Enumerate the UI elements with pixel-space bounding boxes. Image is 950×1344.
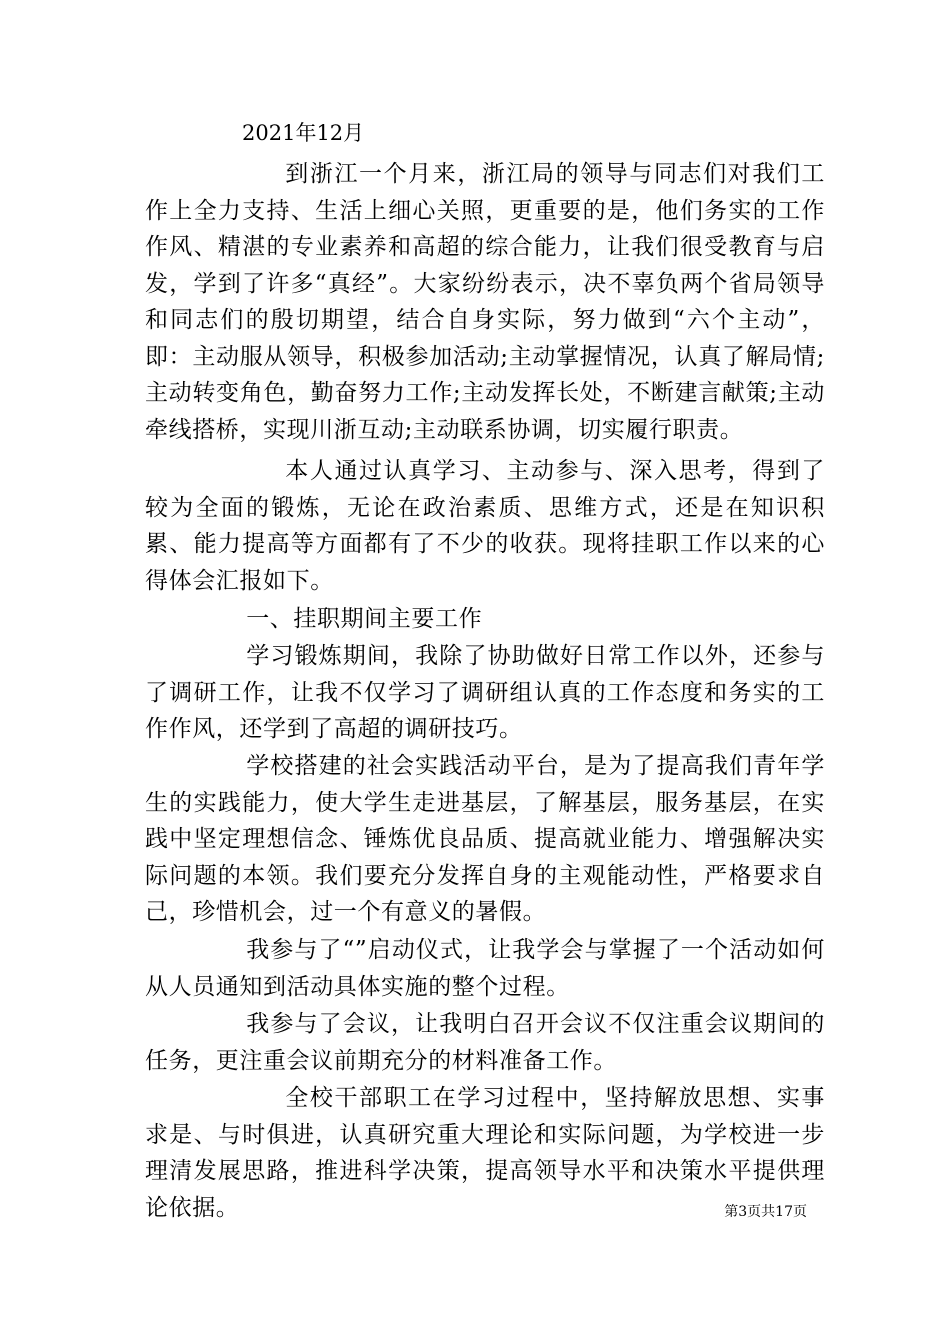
paragraph-social-practice [145, 748, 825, 931]
paragraph-zhejiang-month [145, 156, 825, 448]
heading-text: 一、挂职期间主要工作 [246, 606, 483, 632]
paragraph-text: 我参与了“”启动仪式，让我学会与掌握了一个活动如何从人员通知到活动具体实施的整个过程。 [145, 937, 825, 1000]
paragraph-text: 到浙江一个月来，浙江局的领导与同志们对我们工作上全力支持、生活上细心关照，更重要的是，他们务实的工作作风、精湛的专业素养和高超的综合能力，让我们很受教育与启发，学到了许多“真经”。大家纷纷表示，决不辜负两个省局领导和同志们的殷切期望，结合自身实际，努力做到“六个主动”，即：主动服从领导，积极参加活动;主动掌握情况，认真了解局情;主动转变角色，勤奋努力工作;主动发挥长处，不断建言献策;主动牵线搭桥，实现川浙互动;主动联系协调，切实履行职责。 [145, 161, 825, 443]
date-line: 2021年12月 [242, 121, 365, 145]
paragraph-meeting [145, 1006, 825, 1079]
paragraph-text: 学习锻炼期间，我除了协助做好日常工作以外，还参与了调研工作，让我不仅学习了调研组认真的工作态度和务实的工作作风，还学到了高超的调研技巧。 [145, 643, 825, 742]
paragraph-staff-study [145, 1080, 825, 1226]
paragraph-text: 学校搭建的社会实践活动平台，是为了提高我们青年学生的实践能力，使大学生走进基层，了解基层，服务基层，在实践中坚定理想信念、锤炼优良品质、提高就业能力、增强解决实际问题的本领。我们要充分发挥自身的主观能动性，严格要求自己，珍惜机会，过一个有意义的暑假。 [145, 753, 825, 925]
page-number-footer: 第3页共17页 [724, 1204, 807, 1220]
paragraph-text: 全校干部职工在学习过程中，坚持解放思想、实事求是、与时俱进，认真研究重大理论和实际问题，为学校进一步理清发展思路，推进科学决策，提高领导水平和决策水平提供理论依据。 [145, 1085, 825, 1221]
paragraph-text: 本人通过认真学习、主动参与、深入思考，得到了较为全面的锻炼，无论在政治素质、思维方式，还是在知识积累、能力提高等方面都有了不少的收获。现将挂职工作以来的心得体会汇报如下。 [145, 458, 825, 594]
paragraph-research-work [145, 638, 825, 748]
paragraph-text: 我参与了会议，让我明白召开会议不仅注重会议期间的任务，更注重会议前期充分的材料准备工作。 [145, 1011, 825, 1074]
section-heading-main-work [145, 601, 825, 638]
paragraph-learning-summary [145, 453, 825, 599]
paragraph-launch-ceremony [145, 932, 825, 1005]
